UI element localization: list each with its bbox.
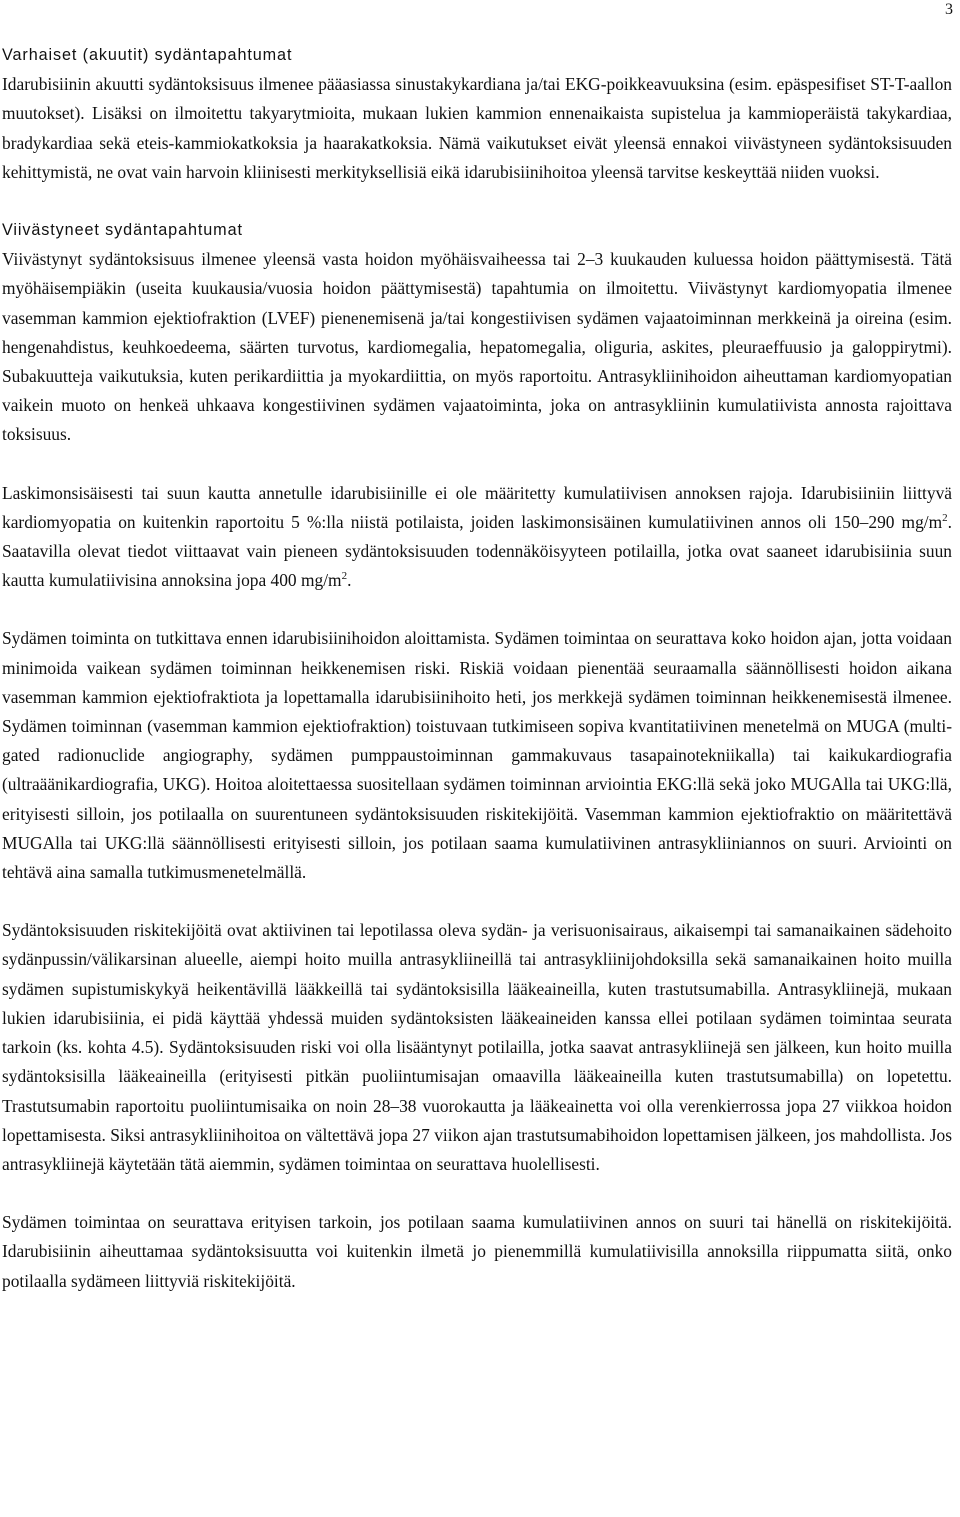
superscript: 2 <box>341 570 348 583</box>
paragraph-monitoring: Sydämen toiminta on tutkittava ennen idarubisiinihoidon aloittamista. Sydämen toimintaa on seurattava koko hoidon ajan, jotta voidaan minimoida vaikean sydämen toiminnan heikkenemisen riski. Riskiä voidaan pienentää seuraamalla säännöllisesti hoidon aikana vasemman kammion ejektiofraktiota ja lopettamalla idarubisiinihoito heti, jos merkkejä sydämen toiminnan heikkenemisestä ilmenee. Sydämen toiminnan (vasemman kammion ejektiofraktion) toistuvaan tutkimiseen sopiva kvantitatiivinen menetelmä on MUGA (multi-gated radionuclide angiography, sydämen pumppaustoiminnan gammakuvaus tasapainotekniikalla) tai kaikukardiografia (ultraäänikardiografia, UKG). Hoitoa aloitettaessa suositellaan sydämen toiminnan arviointia EKG:llä sekä joko MUGAlla tai UKG:llä, erityisesti silloin, jos potilaalla on suurentuneen sydäntoksisuuden riskitekijöitä. Vasemman kammion ejektiofraktio on määritettävä MUGAlla tai UKG:llä säännöllisesti erityisesti silloin, jos potilaan saama kumulatiivinen antrasykliiniannos on suuri. Arviointi on tehtävä aina samalla tutkimusmenetelmällä. <box>2 628 952 883</box>
section-delayed-cardiac-events <box>2 216 952 450</box>
paragraph-spacer <box>2 595 952 624</box>
section-heading-acute: Varhaiset (akuutit) sydäntapahtumat <box>2 46 293 64</box>
paragraph-spacer <box>2 1179 952 1208</box>
paragraph-spacer <box>2 450 952 479</box>
superscript: 2 <box>942 511 948 524</box>
text-segment: . Saatavilla olevat tiedot viittaavat vain pieneen sydäntoksisuuden todennäköisyyteen potilailla, jotka ovat saaneet idarubisiinia suun kautta kumulatiivisina annoksina jopa 400 mg/m <box>2 511 952 591</box>
paragraph-risk-factors: Sydäntoksisuuden riskitekijöitä ovat aktiivinen tai lepotilassa oleva sydän- ja verisuonisairaus, aikaisempi tai samanaikainen sädehoito sydänpussin/välikarsinan alueelle, aiempi hoito muilla antrasykliineillä tai antrasykliinijohdoksilla sekä samanaikainen hoito muilla sydämen supistumiskykyä heikentävillä lääkkeillä tai sydäntoksisilla lääkeaineilla, kuten trastutsumabilla. Antrasykliinejä, mukaan lukien idarubisiinia, ei pidä käyttää yhdessä muiden sydäntoksisten lääkeaineiden kanssa ellei potilaan sydämen toimintaa seurata tarkoin (ks. kohta 4.5). Sydäntoksisuuden riski voi olla lisääntynyt potilailla, jotka saavat antrasykliinejä sen jälkeen, kun hoito muilla sydäntoksisilla lääkeaineilla (erityisesti pitkän puoliintumisajan omaavilla lääkeaineilla kuten trastutsumabilla) on lopetettu. Trastutsumabin raportoitu puoliintumisaika on noin 28–38 vuorokautta ja lääkeainetta voi olla verenkierrossa jopa 27 viikkoa hoidon lopettamisesta. Siksi antrasykliinihoitoa on vältettävä jopa 27 viikon ajan trastutsumabihoidon lopettamisen jälkeen, jos mahdollista. Jos antrasykliinejä käytetään tätä aiemmin, sydämen toimintaa on seurattava huolellisesti. <box>2 920 952 1174</box>
section-acute-cardiac-events <box>2 41 952 187</box>
text-segment: Laskimonsisäisesti tai suun kautta annetulle idarubisiinille ei ole määritetty kumulatiivisen annoksen rajoja. Idarubisiiniin liittyvä kardiomyopatia on kuitenkin raportoitu 5 %:lla niistä potilaista, joiden laskimonsisäinen kumulatiivinen annos oli 150–290 mg/m <box>2 482 952 532</box>
paragraph-acute: Idarubisiinin akuutti sydäntoksisuus ilmenee pääasiassa sinustakykardiana ja/tai EKG-poikkeavuuksina (esim. epäspesifiset ST-T-aallon muutokset). Lisäksi on ilmoitettu takyarytmioita, mukaan lukien kammion ennenaikaista supistelua ja kammioperäistä takykardiaa, bradykardiaa sekä eteis-kammiokatkoksia ja haarakatkoksia. Nämä vaikutukset eivät yleensä ennakoi viivästyneen sydäntoksisuuden kehittymistä, ne ovat vain harvoin kliinisesti merkityksellisiä eikä idarubisiinihoitoa yleensä tarvitse keskeyttää niiden vuoksi. <box>2 74 952 182</box>
text-segment: . <box>347 570 352 591</box>
document-body <box>2 41 952 1296</box>
paragraph-final: Sydämen toimintaa on seurattava erityisen tarkoin, jos potilaan saama kumulatiivinen annos on suuri tai hänellä on riskitekijöitä. Idarubisiinin aiheuttamaa sydäntoksisuutta voi kuitenkin ilmetä jo pienemmillä kumulatiivisilla annoksilla riippumatta siitä, onko potilaalla sydämeen liittyviä riskitekijöitä. <box>2 1212 952 1291</box>
paragraph-spacer <box>2 887 952 916</box>
paragraph-delayed: Viivästynyt sydäntoksisuus ilmenee yleensä vasta hoidon myöhäisvaiheessa tai 2–3 kuukauden kuluessa hoidon päättymisestä. Tätä myöhäisempiäkin (useita kuukausia/vuosia hoidon päättymisestä) tapahtumia on ilmoitettu. Viivästynyt kardiomyopatia ilmenee vasemman kammion ejektiofraktion (LVEF) pienenemisenä ja/tai kongestiivisen sydämen vajaatoiminnan merkkeinä ja oireina (esim. hengenahdistus, keuhkoedeema, säärten turvotus, kardiomegalia, hepatomegalia, oliguria, askites, pleuraeffuusio ja galoppirytmi). Subakuutteja vaikutuksia, kuten perikardiittia ja myokardiittia, on myös raportoitu. Antrasykliinihoidon aiheuttaman kardiomyopatian vaikein muoto on henkeä uhkaava kongestiivinen sydämen vajaatoiminta, joka on antrasykliinin kumulatiivista annosta rajoittava toksisuus. <box>2 249 952 445</box>
section-heading-delayed: Viivästyneet sydäntapahtumat <box>2 221 243 240</box>
page-number: 3 <box>945 1 953 18</box>
paragraph-cumulative-dose <box>2 479 952 596</box>
paragraph-spacer <box>2 187 952 216</box>
